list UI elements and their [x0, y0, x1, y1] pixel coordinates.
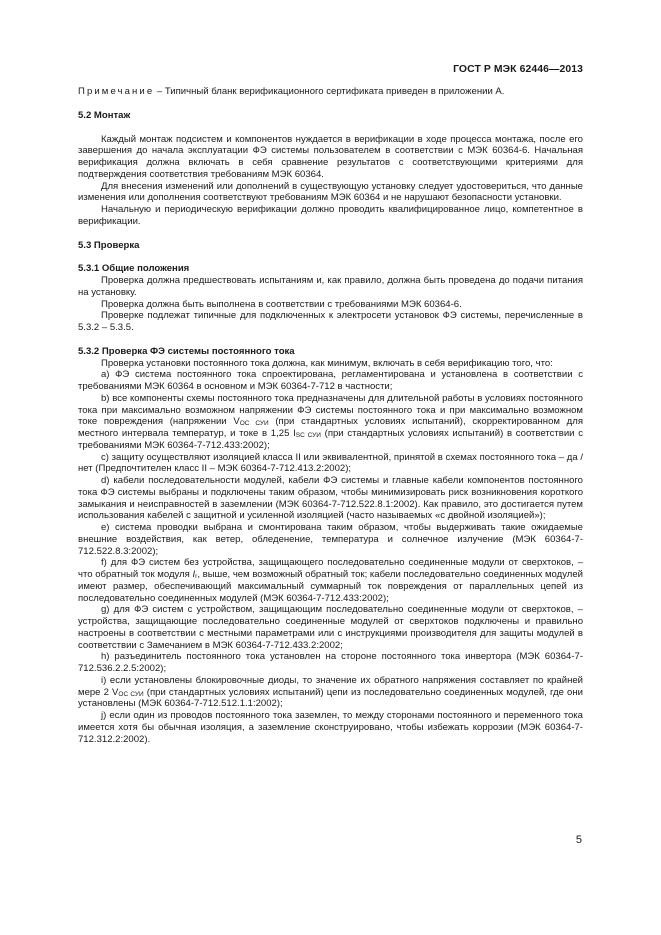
list-item-f-text-2: , выше, чем возможный обратный ток; кабели последовательно соединенных модулей имеют размер, обеспечивающий максимальный суммарный ток повреждения от параллельных цепей из последовательно соединенных модулей (МЭК 60364-7-712.433:2002);: [78, 569, 584, 604]
page-number: 5: [575, 834, 582, 846]
section-5-3-2-intro: Проверка установки постоянного тока должна, как минимум, включать в себя верификацию того, что:: [101, 357, 553, 369]
list-item-e: е) система проводки выбрана и смонтирована таким образом, чтобы выдерживать такие ожидаемые внешние воздействия, как ветер, обледенение, температура и солнечное излучение (МЭК 60364-7-712.522.8.3:2002);: [78, 522, 583, 557]
section-5-3-2-title: 5.3.2 Проверка ФЭ системы постоянного тока: [78, 345, 295, 357]
section-5-3-1-para-3: Проверке подлежат типичные для подключенных к электросети установок ФЭ системы, перечисленные в 5.3.2 – 5.3.5.: [78, 310, 583, 333]
list-item-j: j) если один из проводов постоянного тока заземлен, то между сторонами постоянного и переменного тока имеется хотя бы обычная изоляция, а заземление сконструировано, чтобы избежать коррозии (МЭК 60364-7-712.312.2:2002).: [78, 710, 583, 745]
list-item-h: h) разъединитель постоянного тока установлен на стороне постоянного тока инвертора (МЭК 60364-7-712.536.2.2.5:2002);: [78, 651, 583, 674]
voc-subscript: OC СУИ: [239, 420, 269, 428]
list-item-b: [78, 393, 583, 452]
list-item-i-text-2: (при стандартных условиях испытаний) цепи из последовательно соединенных модулей, где они установлены (МЭК 60364-7-712.512.1.1:2002);: [78, 686, 583, 710]
list-item-b-text-1: b) все компоненты схемы постоянного тока предназначены для длительной работы в условиях постоянного тока при максимально возможном напряжении ФЭ системы постоянного тока и при максимально возможном токе повреждения (напряжении V: [78, 392, 583, 428]
section-5-2-title: 5.2 Монтаж: [78, 109, 131, 121]
list-item-f: [78, 557, 583, 604]
list-item-i: [78, 675, 583, 710]
list-item-i-text-1: i) если установлены блокировочные диоды, то значение их обратного напряжения составляет по крайней мере 2 V: [78, 674, 583, 698]
section-5-2-para-1: Каждый монтаж подсистем и компонентов нуждается в верификации в ходе процесса монтажа, после его завершения до начала эксплуатации ФЭ системы пользователем в соответствии с МЭК 60364-6. Начальная верификация должна включать в себя сравнение результатов с соответствующими критериями для подтверждения соответствия требованиям МЭК 60364.: [78, 133, 583, 180]
list-item-g: g) для ФЭ систем с устройством, защищающим последовательно соединенные модули от сверхтоков, – устройства, защищающие последовательно соединенные модулей от сверхтоков подключены и правильно настроены в соответствии с местными параметрами или с инструкциями производителя для защиты модулей в соответствии с Замечанием в МЭК 60364-7-712.433.2:2002;: [78, 604, 583, 651]
list-item-a: а) ФЭ система постоянного тока спроектирована, регламентирована и установлена в соответствии с требованиями МЭК 60364 в основном и МЭК 60364-7-712 в частности;: [78, 369, 583, 392]
section-5-3-1-para-1: Проверка должна предшествовать испытаниям и, как правило, должна быть проведена до подачи питания на установку.: [78, 275, 583, 298]
note: [78, 86, 583, 98]
note-dash: –: [154, 86, 165, 97]
isc-subscript: SC СУИ: [295, 432, 321, 439]
list-item-d: d) кабели последовательности модулей, кабели ФЭ системы и главные кабели компонентов постоянного тока ФЭ системы выбраны и подключены таким образом, чтобы минимизировать риск возникновения короткого замыкания и неисправностей в заземлении (МЭК 60364-7-712.522.8.1:2002). Как правило, это достигается путем использования кабелей с защитной и усиленной изоляцией (часто называемых «с двойной изоляцией»);: [78, 475, 583, 522]
section-5-3-1-title: 5.3.1 Общие положения: [78, 263, 190, 275]
section-5-2-para-3: Начальную и периодическую верификации должно проводить квалифицированное лицо, компетентное в верификации.: [78, 204, 583, 227]
list-item-c: с) защиту осуществляют изоляцией класса II или эквивалентной, принятой в схемах постоянного тока – да / нет (Предпочтителен класс II – МЭК 60364-7-712.413.2:2002);: [78, 451, 583, 475]
list-item-b-text-2: (при стандартных условиях испытаний), скорректированном для местного интервала температур, и токе в 1,25 I: [78, 416, 583, 439]
ir-subscript: r: [195, 573, 198, 580]
list-item-f-text-1: f) для ФЭ систем без устройства, защищающего последовательно соединенные модули от сверхтоков, – что обратный ток модуля: [78, 557, 583, 580]
document-body: [78, 86, 583, 745]
section-5-2-para-2: Для внесения изменений или дополнений в существующую установку следует удостовериться, что данные изменения или дополнения соответствуют требованиям МЭК 60364 и не нарушают безопасности установки.: [78, 180, 583, 204]
section-5-3-1-para-2: Проверка должна быть выполнена в соответствии с требованиями МЭК 60364-6.: [101, 298, 462, 310]
note-text: Типичный бланк верификационного сертификата приведен в приложении А.: [164, 86, 505, 97]
document-header: ГОСТ Р МЭК 62446—2013: [453, 64, 583, 75]
note-lead: Примечание: [78, 86, 155, 97]
section-5-3-title: 5.3 Проверка: [78, 239, 140, 251]
ir-symbol: I: [192, 569, 196, 580]
list-item-b-text-3: (при стандартных условиях испытаний) в соответствии с требованиями МЭК 60364-7-712.433:2002);: [78, 428, 584, 451]
voc-subscript-2: OC СУИ: [118, 690, 144, 698]
